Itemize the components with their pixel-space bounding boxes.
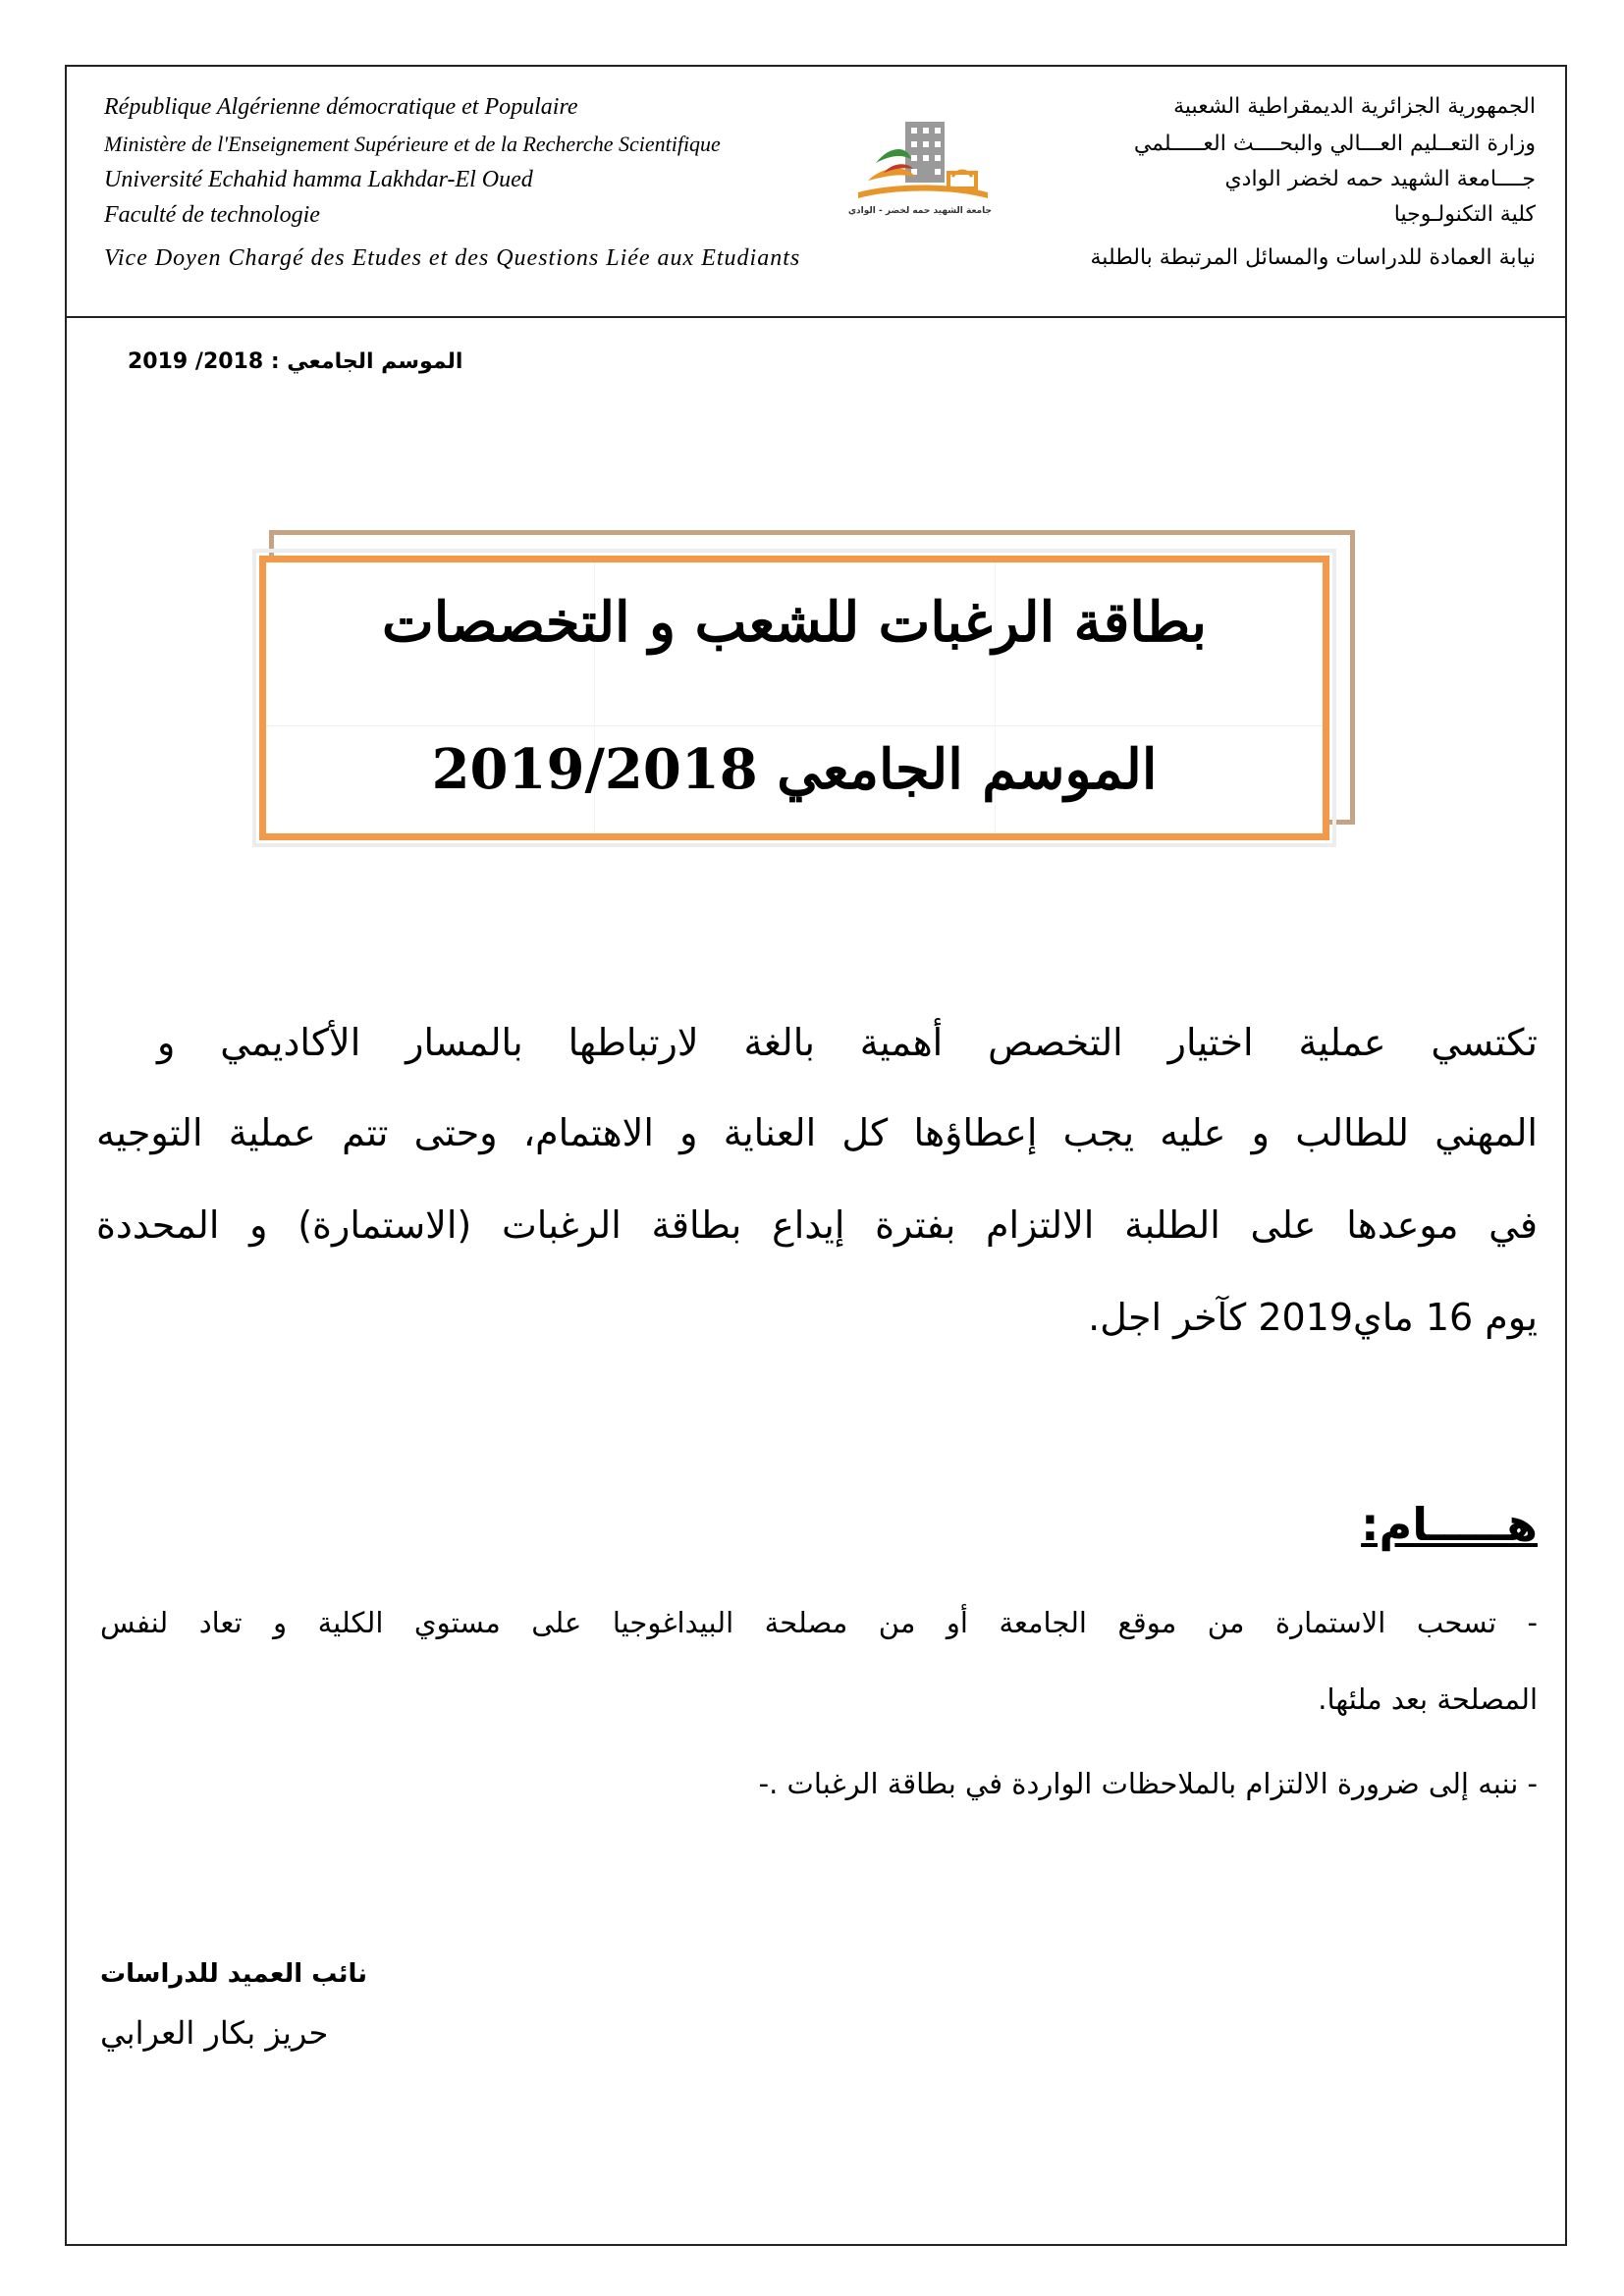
header-ar-faculty: كلية التكنولـوجيا [1393,202,1536,227]
header-fr-vice-dean: Vice Doyen Chargé des Etudes et des Questions Liée aux Etudiants [104,245,801,271]
signature-name: حريز بكار العرابي [100,2014,329,2052]
header-ar-republic: الجمهورية الجزائرية الديمقراطية الشعبية [1173,94,1536,119]
header-fr-ministry: Ministère de l'Enseignement Supérieure et de la Recherche Scientifique [104,132,721,156]
logo-caption: جامعة الشهيد حمه لخضر - الوادي [847,206,992,216]
header-ar-university: جــــامعة الشهيد حمه لخضر الوادي [1224,167,1536,191]
university-logo-icon [847,116,992,226]
important-note-line: - تسحب الاستمارة من موقع الجامعة أو من مصلحة البيداغوجيا على مستوي الكلية و تعاد لنفس [100,1606,1538,1639]
important-heading: هـــــام: [1361,1498,1538,1551]
body-paragraph-line: تكتسي عملية اختيار التخصص أهمية بالغة لارتباطها بالمسار الأكاديمي و [157,1021,1538,1064]
page-frame [65,65,1567,2246]
header-ar-ministry: وزارة التعــليم العـــالي والبحــــث العـــــلمي [1133,132,1536,156]
header-fr-faculty: Faculté de technologie [104,202,320,228]
body-paragraph-line: في موعدها على الطلبة الالتزام بفترة إيداع بطاقة الرغبات (الاستمارة) و المحددة [96,1203,1538,1247]
important-note-line: - ننبه إلى ضرورة الالتزام بالملاحظات الواردة في بطاقة الرغبات .- [758,1767,1538,1800]
header-fr-university: Université Echahid hamma Lakhdar-El Oued [104,167,533,192]
body-paragraph-line: يوم 16 ماي2019 كآخر اجل. [1088,1296,1538,1339]
important-note-line: المصلحة بعد ملئها. [1318,1682,1538,1716]
title-line-2: الموسم الجامعي 2019/2018 [431,737,1158,802]
academic-season-line: الموسم الجامعي : 2018/ 2019 [128,349,463,374]
body-paragraph-line: المهني للطالب و عليه يجب إعطاؤها كل العناية و الاهتمام، وحتى تتم عملية التوجيه [96,1111,1538,1154]
header-ar-vice-dean: نيابة العمادة للدراسات والمسائل المرتبطة بالطلبة [1090,245,1536,270]
title-line-1: بطاقة الرغبات للشعب و التخصصات [381,590,1208,655]
title-frame [259,556,1329,840]
signature-title: نائب العميد للدراسات [100,1959,368,1989]
header-divider [65,316,1567,318]
title-grid-line [266,725,1323,726]
header-fr-republic: République Algérienne démocratique et Populaire [104,94,578,120]
